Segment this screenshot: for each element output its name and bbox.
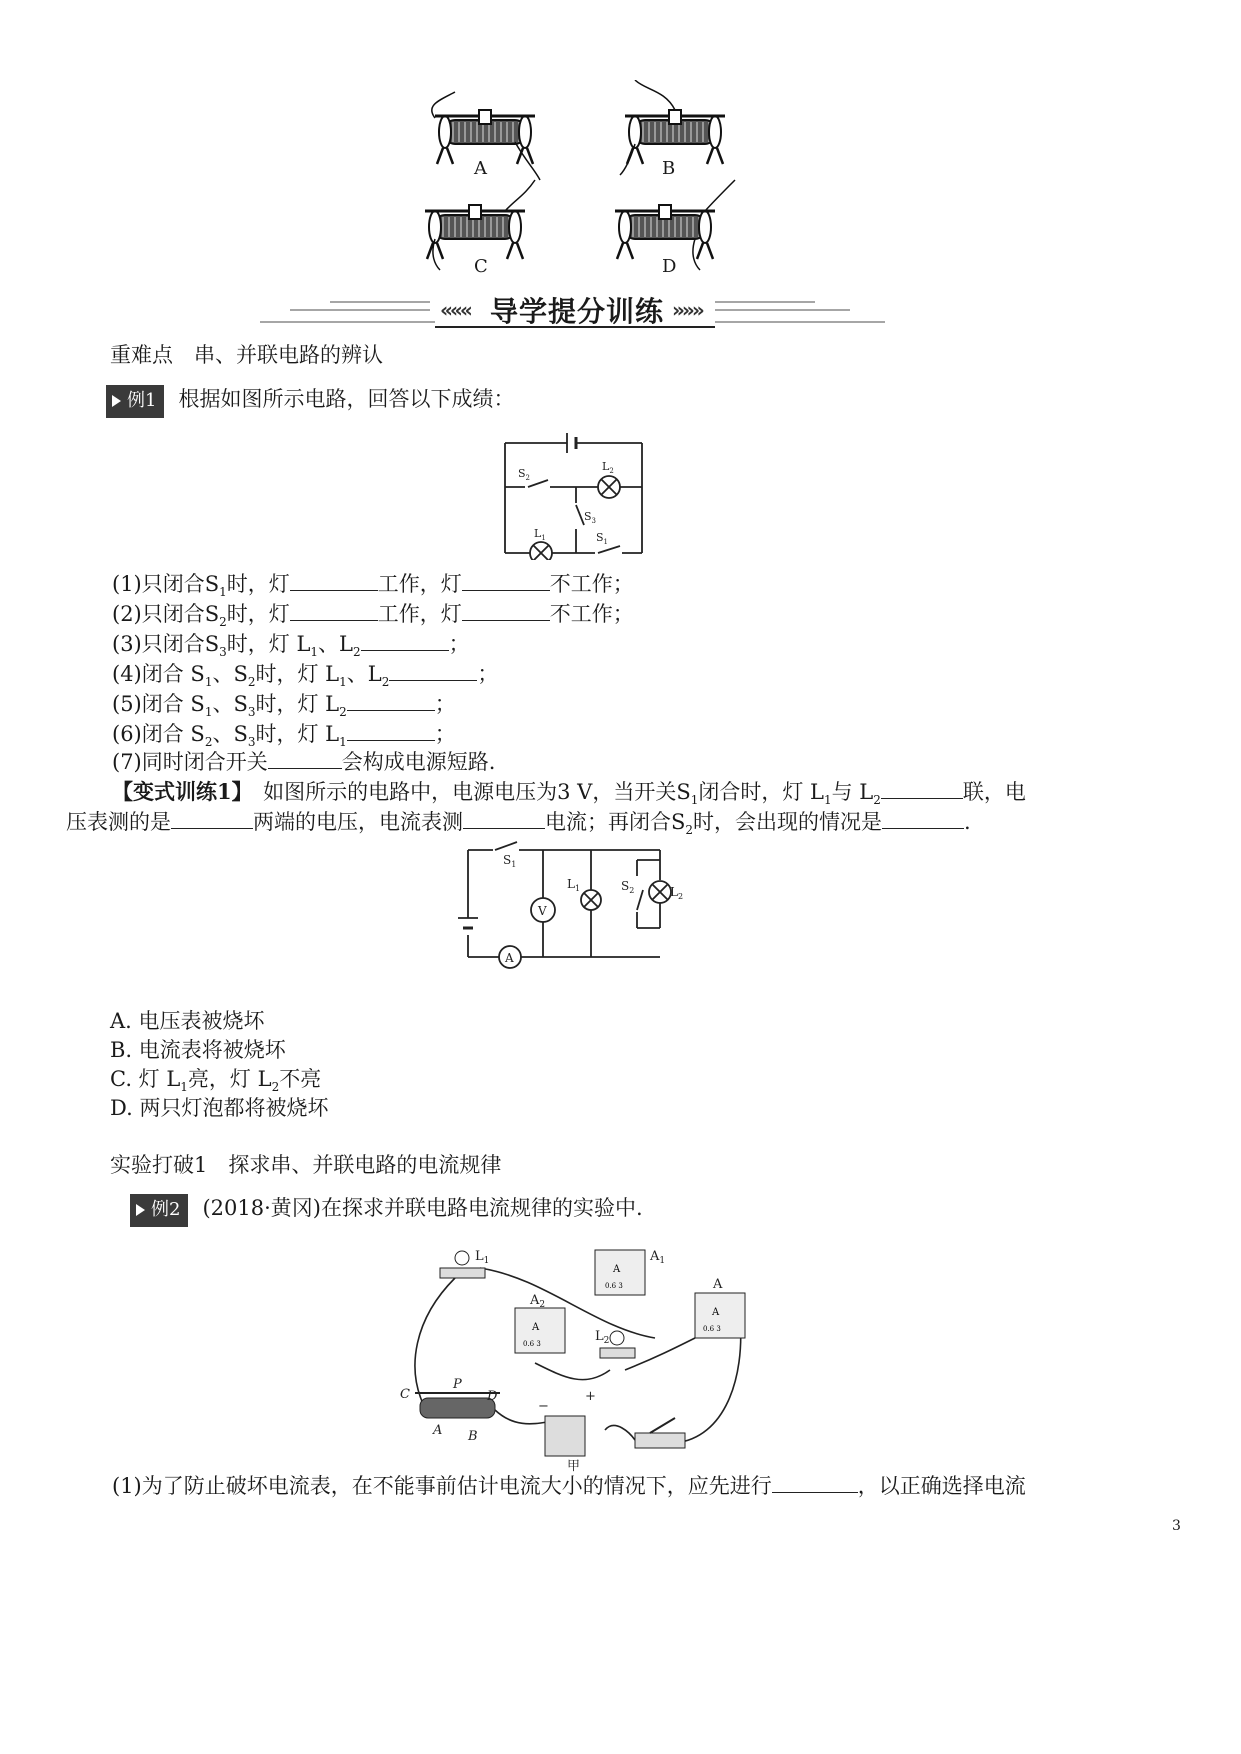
experiment-figure — [395, 1238, 775, 1473]
answer-blank[interactable] — [772, 1470, 858, 1493]
svg-text:0.6 3: 0.6 3 — [703, 1325, 721, 1333]
answer-blank[interactable] — [462, 568, 550, 591]
svg-text:A: A — [712, 1307, 720, 1318]
figure-caption: 甲 — [567, 1459, 581, 1473]
answer-blank[interactable] — [882, 806, 964, 829]
answer-blank[interactable] — [463, 806, 545, 829]
banner-right-chevrons: »»» — [672, 298, 702, 322]
label-s2: $S_2$ — [518, 467, 531, 482]
variant1-option-c[interactable]: C. 灯 $L_1$亮，灯 $L_2$不亮 — [110, 1067, 322, 1095]
ammeter-label: A — [505, 951, 514, 965]
example2-tag: 例2 — [130, 1194, 188, 1227]
svg-text:A: A — [613, 1264, 621, 1275]
ammeter-a1 — [595, 1250, 645, 1295]
example1-item-4: (4)闭合 $S_1$、$S_2$时，灯 $L_1$、$L_2$ ； — [112, 658, 498, 697]
ammeter-main — [695, 1293, 745, 1338]
fig-label-ra: A — [433, 1423, 443, 1438]
circuit-diagram-2 — [455, 840, 695, 970]
answer-blank[interactable] — [462, 598, 550, 621]
voltmeter-label: V — [538, 904, 547, 918]
ammeter-a2 — [515, 1308, 565, 1353]
label-l2: $L_2$ — [670, 885, 684, 901]
banner-left-chevrons: ««« — [440, 298, 470, 322]
fig-label-plus: + — [585, 1389, 596, 1404]
answer-blank[interactable] — [290, 568, 378, 591]
variant1-option-b[interactable]: B. 电流表将被烧坏 — [110, 1038, 286, 1062]
fig-label-d: D — [487, 1389, 498, 1404]
option-label-d: D — [662, 256, 677, 277]
answer-blank[interactable] — [347, 718, 435, 741]
svg-text:0.6 3: 0.6 3 — [523, 1340, 541, 1348]
switch — [635, 1418, 685, 1448]
label-l2: $L_2$ — [602, 460, 614, 475]
example1-item-5: (5)闭合 $S_1$、$S_3$时，灯 $L_2$ ； — [112, 688, 456, 727]
battery — [545, 1416, 585, 1456]
option-label-a: A — [474, 158, 487, 179]
label-l1: $L_1$ — [567, 877, 581, 893]
option-label-c: C — [474, 256, 488, 277]
example1-item-2: (2)只闭合$S_2$时，灯 工作，灯 不工作； — [112, 598, 634, 637]
section-title-2: 实验打破1 探求串、并联电路的电流规律 — [110, 1153, 502, 1177]
circuit-diagram-1 — [490, 425, 660, 560]
label-s1: $S_1$ — [503, 853, 517, 869]
variant1-option-d[interactable]: D. 两只灯泡都将被烧坏 — [110, 1096, 329, 1120]
example2-question: 例2 (2018·黄冈)在探求并联电路电流规律的实验中. — [130, 1193, 643, 1227]
example1-item-1: (1)只闭合$S_1$时，灯 工作，灯 不工作； — [112, 568, 634, 607]
option-label-b: B — [662, 158, 676, 179]
fig-label-c: C — [400, 1387, 410, 1402]
fig-label-a2: $A_2$ — [530, 1293, 546, 1310]
variant1-line1: 【变式训练1】 如图所示的电路中，电源电压为3 V，当开关$S_1$闭合时，灯 $L_1$与 $L_2$ 联，电 — [112, 776, 1026, 815]
fig-label-l1: $L_1$ — [475, 1249, 490, 1266]
example2-q1: (1)为了防止破坏电流表，在不能事前估计电流大小的情况下，应先进行 ，以正确选择电流 — [112, 1470, 1026, 1501]
answer-blank[interactable] — [361, 628, 449, 651]
example1-item-7: (7)同时闭合开关 会构成电源短路. — [112, 746, 495, 777]
fig-label-rb: B — [468, 1429, 478, 1444]
label-l1: $L_1$ — [534, 527, 546, 542]
fig-label-a: A — [713, 1277, 723, 1292]
page-number: 3 — [1172, 1518, 1181, 1534]
example1-tag: 例1 — [106, 385, 164, 418]
label-s1: $S_1$ — [596, 531, 609, 546]
banner-title: 导学提分训练 — [490, 295, 665, 328]
variant1-line2: 压表测的是 两端的电压，电流表测 电流；再闭合$S_2$时，会出现的情况是 . — [66, 806, 971, 845]
example1-item-3: (3)只闭合$S_3$时，灯 $L_1$、$L_2$ ； — [112, 628, 470, 667]
fig-label-l2: $L_2$ — [595, 1329, 610, 1346]
label-s3: $S_3$ — [584, 510, 597, 525]
example1-item-6: (6)闭合 $S_2$、$S_3$时，灯 $L_1$ ； — [112, 718, 456, 757]
answer-blank[interactable] — [881, 776, 963, 799]
answer-blank[interactable] — [347, 688, 435, 711]
fig-label-a1: $A_1$ — [650, 1249, 666, 1266]
answer-blank[interactable] — [290, 598, 378, 621]
svg-text:A: A — [532, 1322, 540, 1333]
fig-label-p: P — [453, 1377, 462, 1392]
rheostat-figures — [400, 80, 760, 280]
fig-label-minus: − — [538, 1399, 549, 1414]
label-s2: $S_2$ — [621, 879, 635, 895]
variant1-option-a[interactable]: A. 电压表被烧坏 — [110, 1009, 265, 1033]
section-title-1: 重难点 串、并联电路的辨认 — [110, 343, 383, 367]
svg-text:0.6 3: 0.6 3 — [605, 1282, 623, 1290]
answer-blank[interactable] — [171, 806, 253, 829]
example1-question: 例1 根据如图所示电路，回答以下成绩： — [106, 384, 514, 418]
answer-blank[interactable] — [268, 746, 342, 769]
answer-blank[interactable] — [389, 658, 477, 681]
